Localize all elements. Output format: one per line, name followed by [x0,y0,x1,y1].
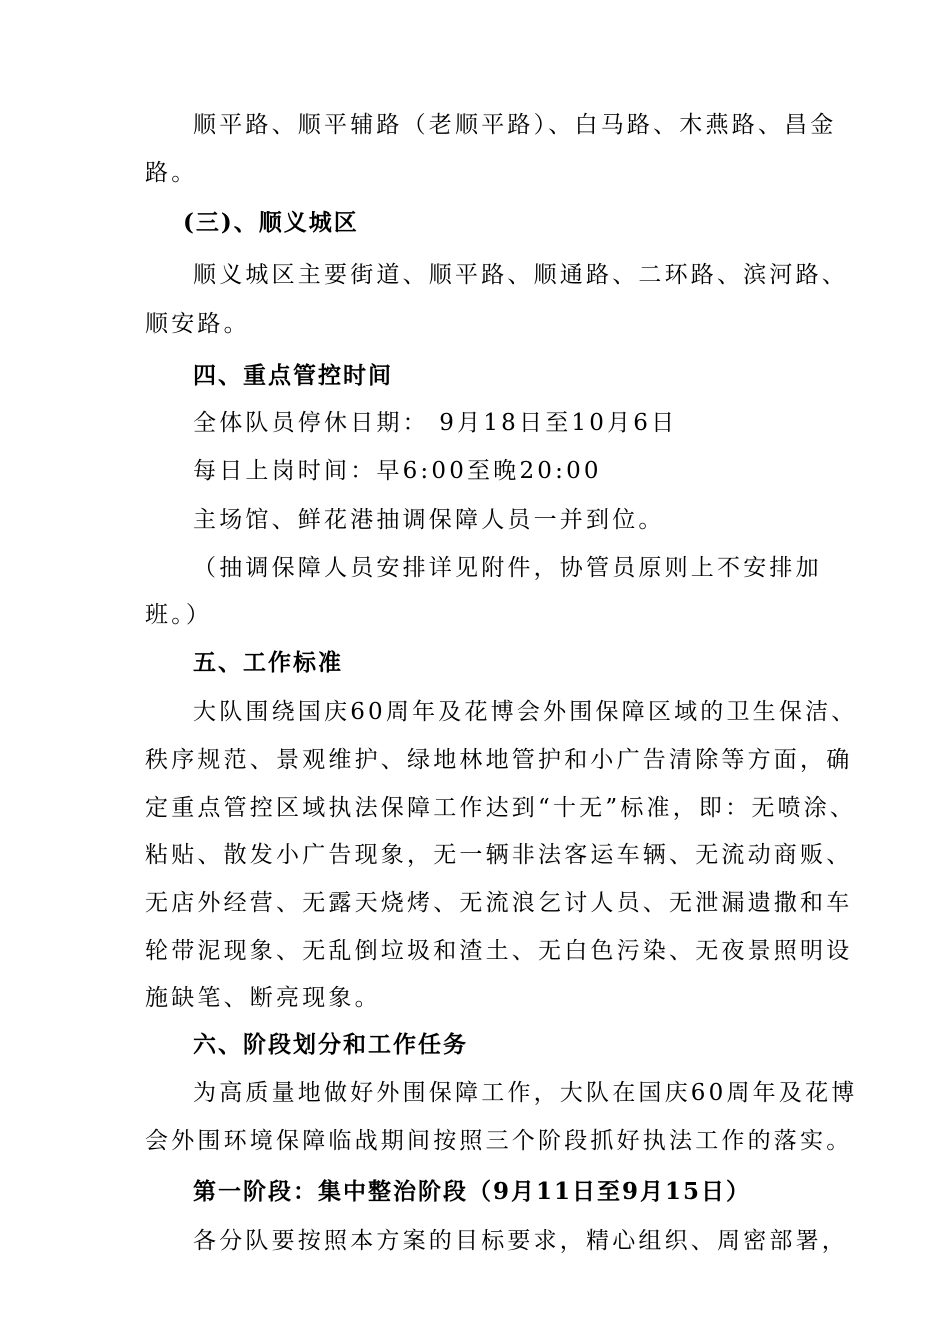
paragraph-line: 各分队要按照本方案的目标要求，精心组织、周密部署， [193,1228,848,1254]
paragraph-line: （抽调保障人员安排详见附件，协管员原则上不安排加 [193,555,822,581]
phase-heading: 第一阶段：集中整治阶段（9月11日至9月15日） [193,1178,752,1205]
paragraph-line: 会外围环境保障临战期间按照三个阶段抓好执法工作的落实。 [145,1128,853,1154]
paragraph-line: 轮带泥现象、无乱倒垃圾和渣土、无白色污染、无夜景照明设 [145,938,853,964]
paragraph-line: 顺安路。 [145,311,250,337]
paragraph-line: 定重点管控区域执法保障工作达到“十无”标准，即：无喷涂、 [145,795,857,821]
paragraph-line: 无店外经营、无露天烧烤、无流浪乞讨人员、无泄漏遗撒和车 [145,890,853,916]
paragraph-line: 大队围绕国庆60周年及花博会外围保障区域的卫生保洁、 [193,699,858,725]
paragraph-line: 班。） [145,602,213,628]
paragraph-line: 每日上岗时间：早6:00至晚20:00 [193,458,602,484]
paragraph-line: 施缺笔、断亮现象。 [145,985,381,1011]
paragraph-line: 顺平路、顺平辅路（老顺平路）、白马路、木燕路、昌金 [193,112,837,138]
section-heading: 五、工作标准 [193,649,343,676]
paragraph-line: 顺义城区主要街道、顺平路、顺通路、二环路、滨河路、 [193,262,848,288]
paragraph-line: 为高质量地做好外围保障工作，大队在国庆60周年及花博 [193,1080,858,1106]
section-heading: 六、阶段划分和工作任务 [193,1031,468,1058]
paragraph-line: 全体队员停休日期： 9月18日至10月6日 [193,410,678,436]
section-heading: (三)、顺义城区 [183,209,359,236]
paragraph-line: 粘贴、散发小广告现象，无一辆非法客运车辆、无流动商贩、 [145,842,853,868]
paragraph-line: 主场馆、鲜花港抽调保障人员一并到位。 [193,507,665,533]
paragraph-line: 秩序规范、景观维护、绿地林地管护和小广告清除等方面，确 [145,747,853,773]
section-heading: 四、重点管控时间 [193,362,393,389]
paragraph-line: 路。 [145,160,198,186]
